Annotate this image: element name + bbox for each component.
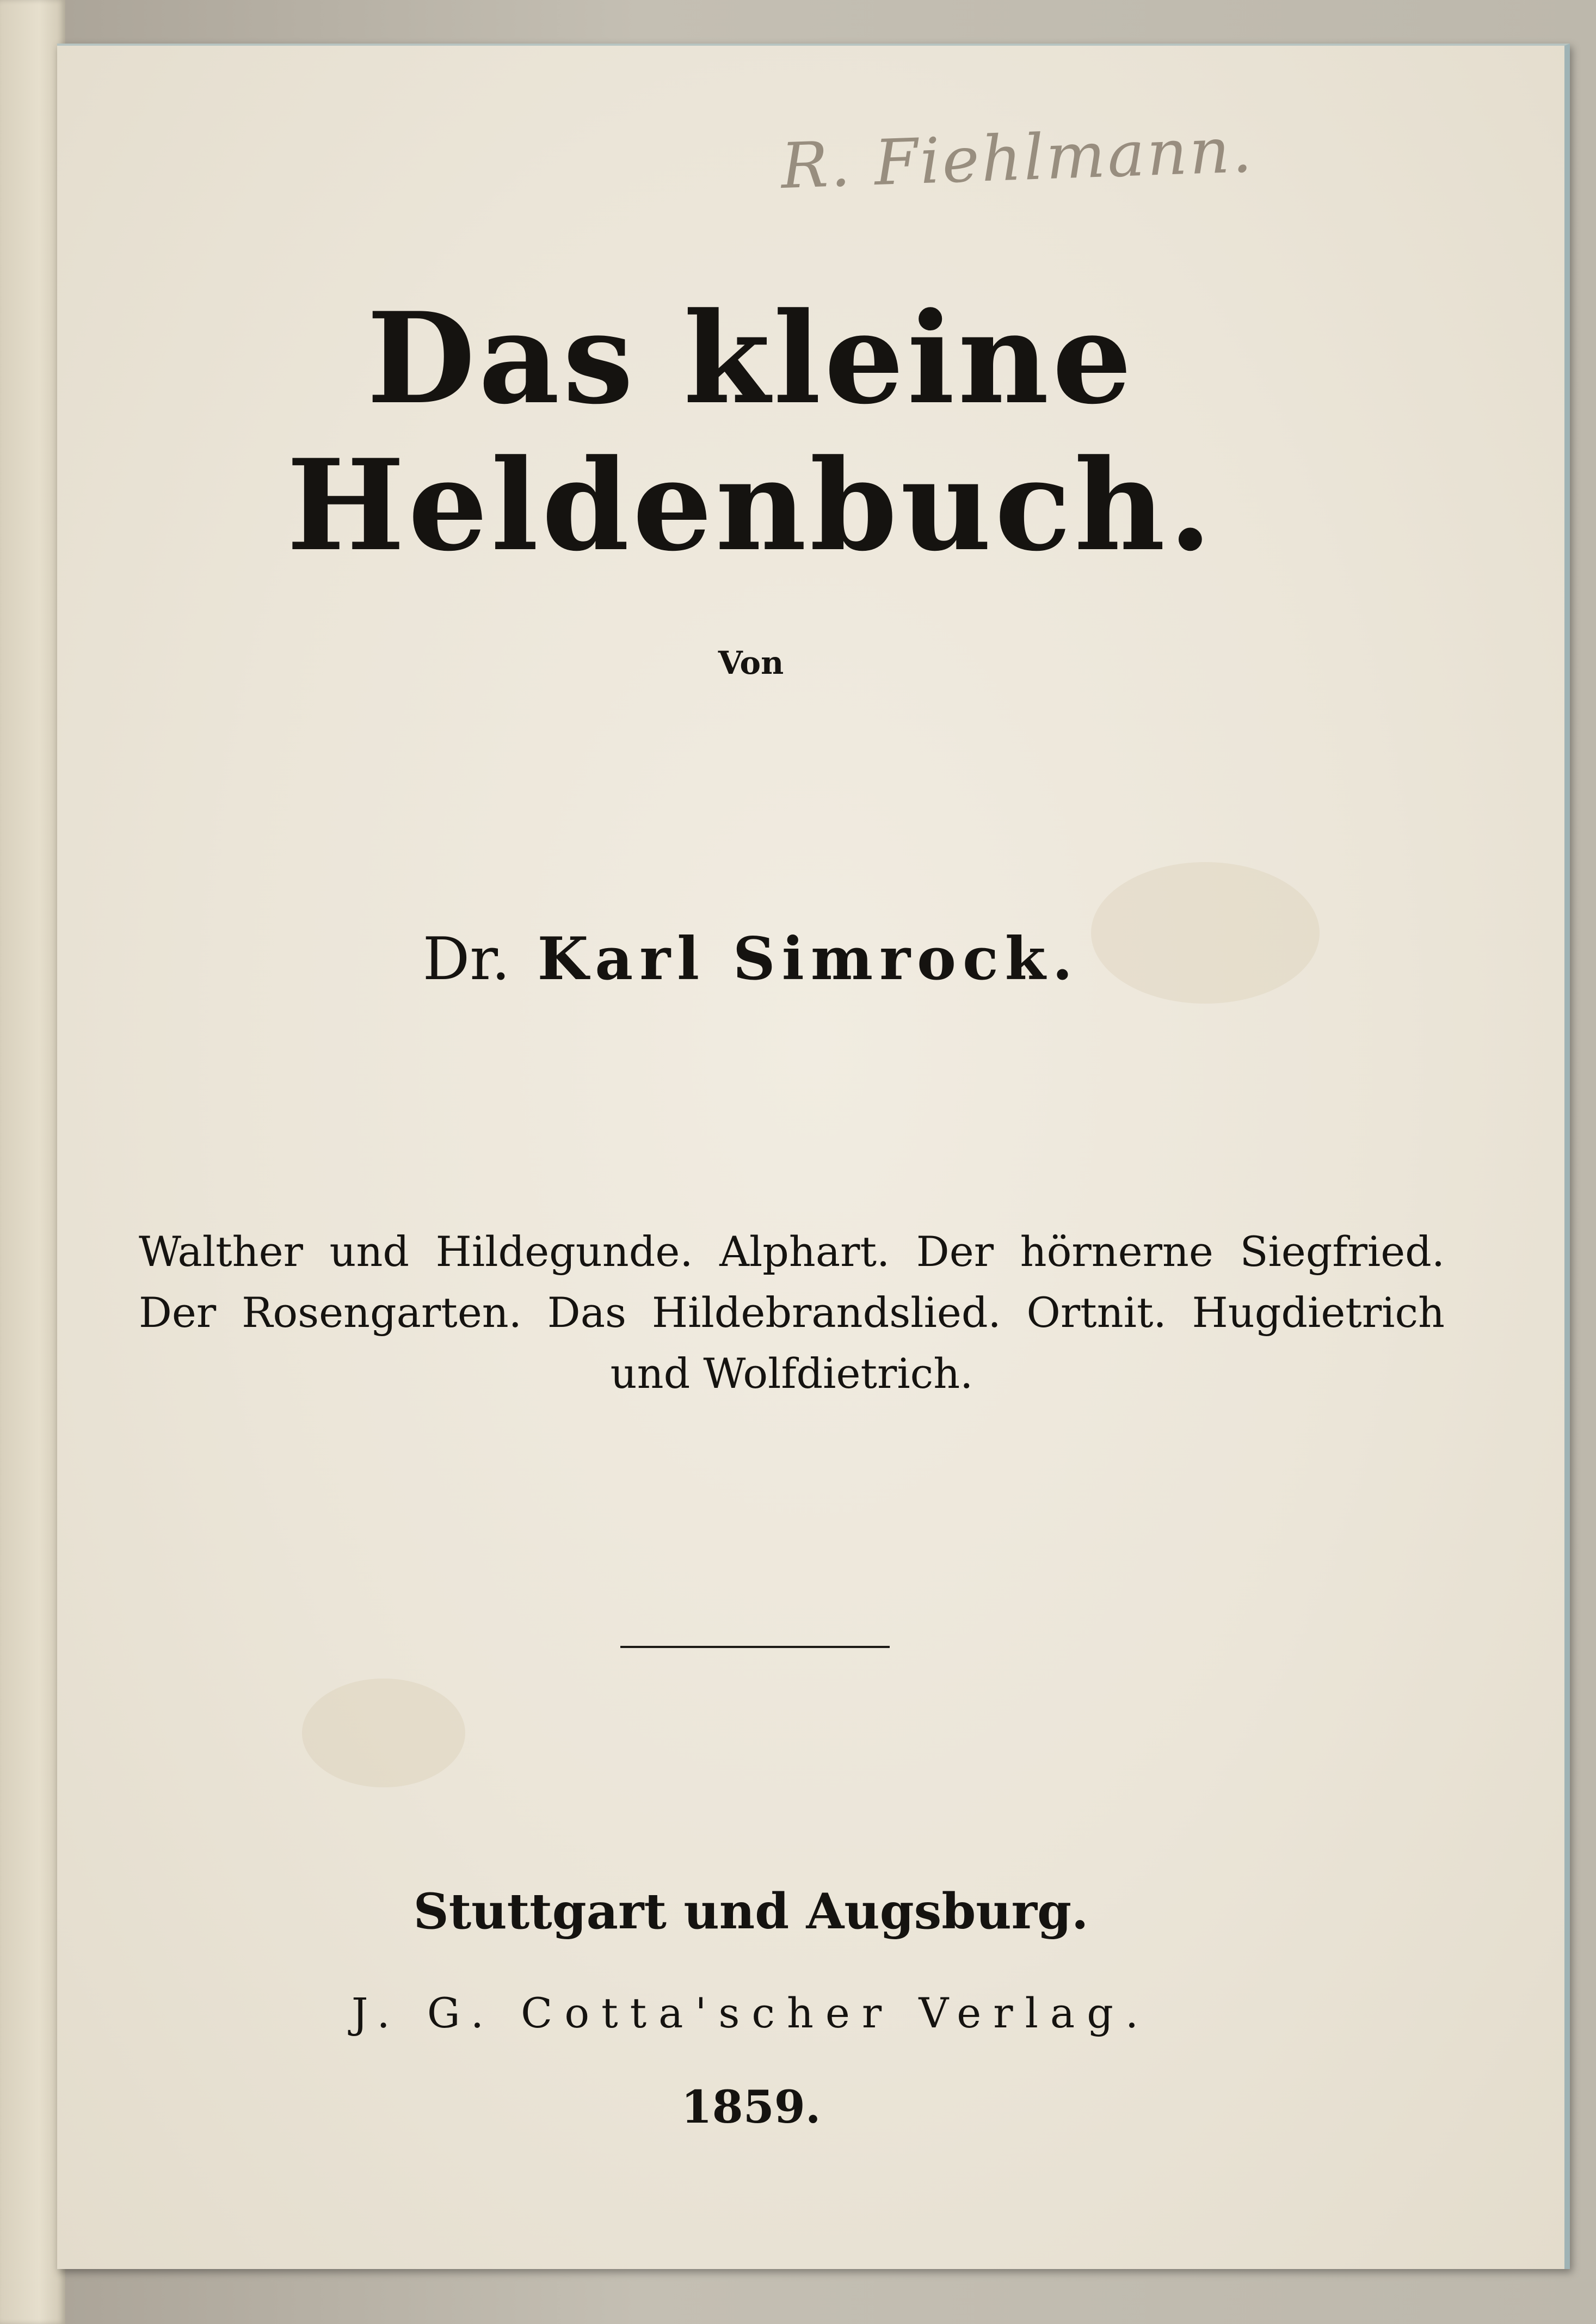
paper-stain: [302, 1679, 465, 1787]
divider-rule: [620, 1646, 890, 1648]
imprint-year: 1859.: [681, 2081, 821, 2134]
handwritten-signature: R. Fiehlmann.: [779, 113, 1255, 204]
book-title: Das kleine Heldenbuch.: [286, 285, 1216, 579]
imprint-place: Stuttgart und Augsburg.: [413, 1883, 1089, 1940]
author-prefix: Dr.: [422, 925, 510, 993]
imprint-publisher: J. G. Cotta'scher Verlag.: [351, 1989, 1150, 2037]
contents-list: [139, 1221, 1445, 1404]
contents-line: Der Rosengarten. Das Hildebrandslied. Ortnit. Hugdietrich: [139, 1288, 1445, 1337]
contents-line: Walther und Hildegunde. Alphart. Der hörnerne Siegfried.: [139, 1227, 1445, 1276]
byline: Von: [718, 644, 784, 681]
author-name: Karl Simrock.: [537, 925, 1080, 993]
author: [0, 925, 1505, 993]
title-page: [57, 44, 1570, 2269]
contents-line: und Wolfdietrich.: [610, 1349, 973, 1398]
